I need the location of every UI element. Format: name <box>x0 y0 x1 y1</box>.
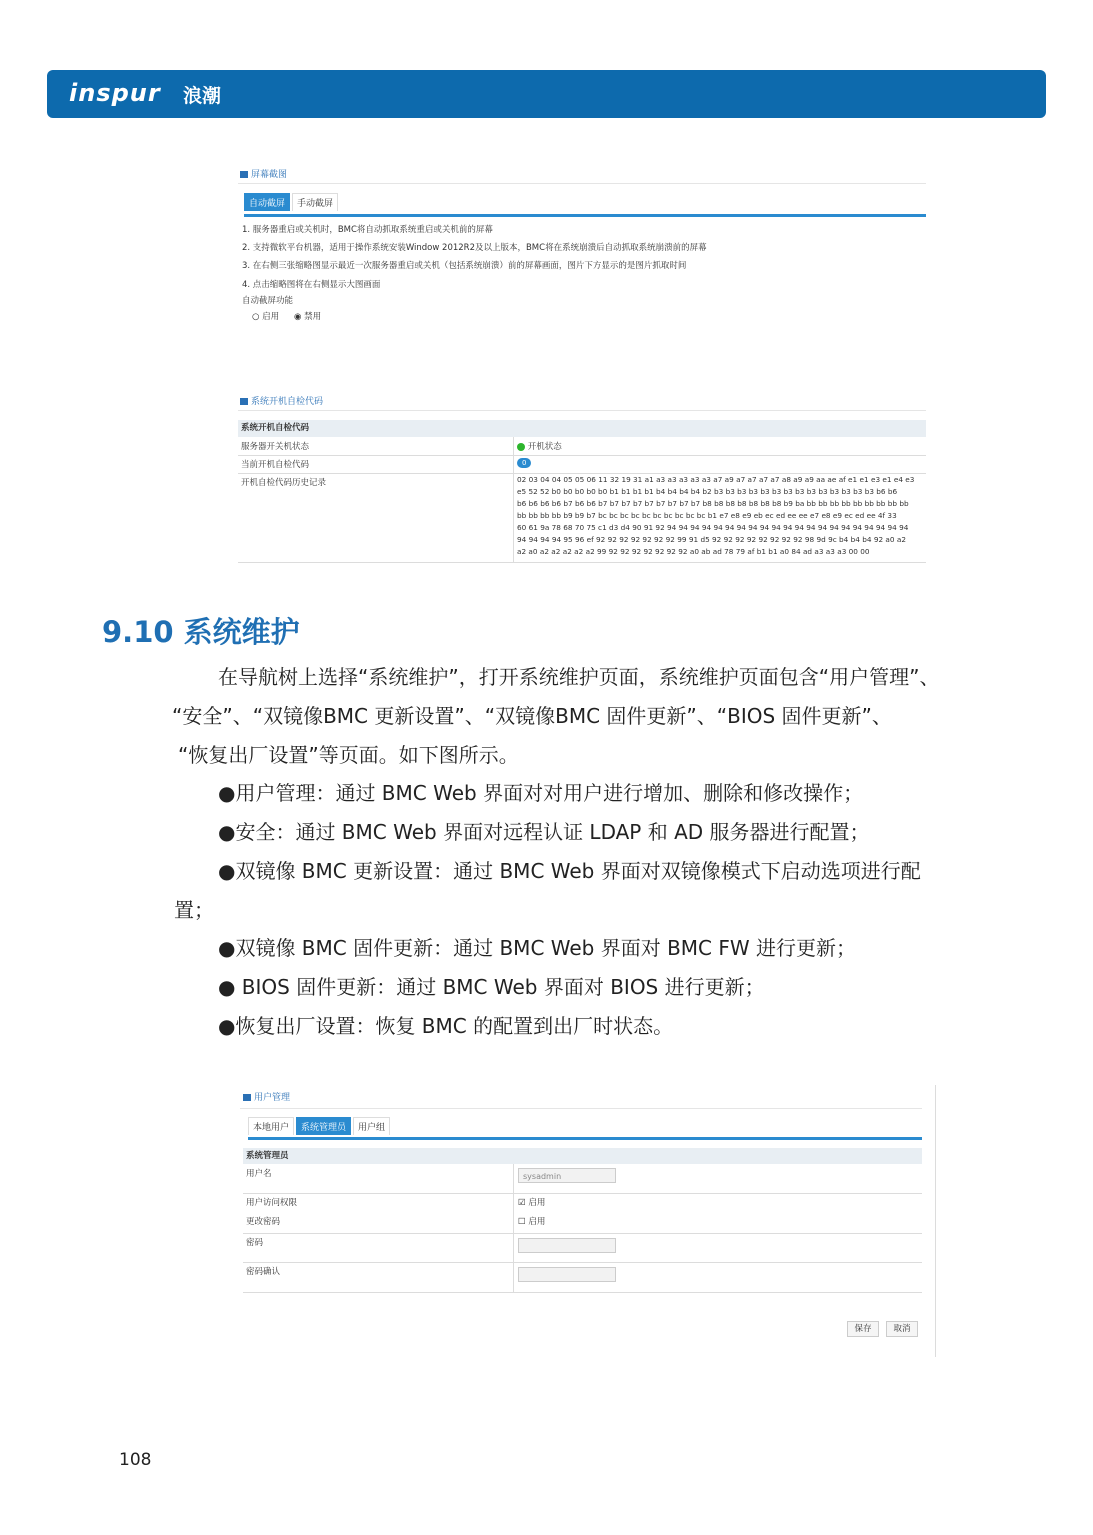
post-history-line: e5 52 52 b0 b0 b0 b0 b0 b1 b1 b1 b1 b4 b4 b4 b4 b2 b3 b3 b3 b3 b3 b3 b3 b3 b3 b3 b3 b3 b3 b3 b6 b6 <box>517 487 898 496</box>
row-label: 用户名 <box>246 1169 272 1179</box>
info-line: 2. 支持微软平台机器，适用于操作系统安装Window 2012R2及以上版本，BMC将在系统崩溃后自动抓取系统崩溃前的屏幕 <box>242 243 707 253</box>
table-row <box>243 1164 922 1194</box>
bullet-item: ●双镜像 BMC 更新设置：通过 BMC Web 界面对双镜像模式下启动选项进行配 <box>218 859 921 883</box>
user-management-panel <box>240 1085 936 1357</box>
info-line: 3. 在右侧三张缩略图显示最近一次服务器重启或关机（包括系统崩溃）前的屏幕画面，图片下方显示的是图片抓取时间 <box>242 261 687 271</box>
panel-title-text: 系统开机自检代码 <box>251 397 324 407</box>
post-code-badge: 0 <box>517 458 531 468</box>
title-marker-icon <box>240 171 248 178</box>
access-enable-checkbox[interactable]: ☑ 启用 <box>518 1198 546 1208</box>
section-heading: 9.10 系统维护 <box>102 615 300 649</box>
table-row <box>238 473 926 563</box>
radio-enable[interactable] <box>252 310 279 322</box>
panel-title-text: 用户管理 <box>254 1093 291 1103</box>
power-status <box>517 440 562 452</box>
tab-local-users[interactable]: 本地用户 <box>248 1117 294 1135</box>
post-history-line: b6 b6 b6 b6 b7 b6 b6 b7 b7 b7 b7 b7 b7 b7 b7 b7 b8 b8 b8 b8 b8 b8 b8 b9 ba bb bb bb bb bb bb bb bb bb <box>517 499 909 508</box>
post-history-line: bb bb bb bb b9 b9 b7 bc bc bc bc bc bc bc bc bc bc b1 e7 e8 e9 eb ec ed ee ee e7 e8 e9 ec ed ee 4f 33 <box>517 511 897 520</box>
header-band <box>47 70 1046 118</box>
row-label: 用户访问权限 <box>246 1198 298 1208</box>
paragraph-line: 在导航树上选择“系统维护”，打开系统维护页面，系统维护页面包含“用户管理”、 <box>218 665 940 689</box>
radio-disable[interactable] <box>294 310 321 322</box>
info-line: 4. 点击缩略图将在右侧显示大图画面 <box>242 280 381 290</box>
screenshot-panel <box>238 165 926 335</box>
bullet-item: ●安全：通过 BMC Web 界面对远程认证 LDAP 和 AD 服务器进行配置； <box>218 820 870 844</box>
page-number: 108 <box>119 1450 152 1470</box>
table-row <box>243 1262 922 1293</box>
tab-user-group[interactable]: 用户组 <box>353 1117 390 1135</box>
radio-enable-label: 启用 <box>262 312 280 322</box>
panel-title <box>243 1090 290 1103</box>
table-row <box>238 437 926 456</box>
save-button[interactable]: 保存 <box>847 1321 879 1337</box>
table-header: 系统开机自检代码 <box>238 420 926 437</box>
password-field[interactable] <box>518 1238 616 1253</box>
inspur-logo-cn: 浪潮 <box>183 85 222 107</box>
row-label: 更改密码 <box>246 1217 281 1227</box>
username-field[interactable]: sysadmin <box>518 1168 616 1183</box>
inspur-logo: inspur <box>69 79 161 107</box>
status-green-dot-icon <box>517 443 525 451</box>
row-label: 开机自检代码历史记录 <box>241 478 327 488</box>
table-row <box>243 1193 922 1234</box>
info-line: 1. 服务器重启或关机时，BMC将自动抓取系统重启或关机前的屏幕 <box>242 225 493 235</box>
row-label: 密码确认 <box>246 1267 281 1277</box>
bullet-item: ●双镜像 BMC 固件更新：通过 BMC Web 界面对 BMC FW 进行更新； <box>218 936 857 960</box>
bullet-item: ● BIOS 固件更新：通过 BMC Web 界面对 BIOS 进行更新； <box>218 975 765 999</box>
title-marker-icon <box>240 398 248 405</box>
row-label: 当前开机自检代码 <box>241 460 310 470</box>
post-history-line: 02 03 04 04 05 05 06 11 32 19 31 a1 a3 a3 a3 a3 a3 a7 a9 a7 a7 a7 a7 a8 a9 a9 aa ae af e1 e1 e3 e1 e4 e3 <box>517 475 915 484</box>
radio-checked-icon: ◉ <box>294 312 302 322</box>
panel-title <box>240 167 287 180</box>
post-history-line: a2 a0 a2 a2 a2 a2 a2 99 92 92 92 92 92 92 92 a0 ab ad 78 79 af b1 b1 a0 84 ad a3 a3 a3 00 00 <box>517 547 870 556</box>
panel-title <box>240 394 323 407</box>
tab-auto-capture[interactable]: 自动截屏 <box>244 193 290 211</box>
radio-disable-label: 禁用 <box>304 312 322 322</box>
panel-title-text: 屏幕截图 <box>251 170 288 180</box>
tab-bar <box>248 1117 922 1140</box>
row-label: 服务器开关机状态 <box>241 442 310 452</box>
row-label: 密码 <box>246 1238 264 1248</box>
power-status-text: 开机状态 <box>527 442 562 452</box>
title-marker-icon <box>243 1094 251 1101</box>
post-history-line: 60 61 9a 78 68 70 75 c1 d3 d4 90 91 92 94 94 94 94 94 94 94 94 94 94 94 94 94 94 94 94 94 94 94 94 94 <box>517 523 909 532</box>
table-row <box>243 1233 922 1263</box>
post-code-panel <box>238 392 926 564</box>
post-history-line: 94 94 94 94 95 96 ef 92 92 92 92 92 92 92 99 91 d5 92 92 92 92 92 92 92 92 98 9d 9c b4 b4 b4 92 a0 a2 <box>517 535 906 544</box>
password-confirm-field[interactable] <box>518 1267 616 1282</box>
table-header: 系统管理员 <box>243 1148 922 1164</box>
cancel-button[interactable]: 取消 <box>886 1321 918 1337</box>
bullet-item: ●恢复出厂设置：恢复 BMC 的配置到出厂时状态。 <box>218 1014 674 1038</box>
tab-bar <box>244 193 926 217</box>
table-row <box>238 455 926 474</box>
bullet-item-continued: 置； <box>174 898 214 922</box>
auto-capture-label: 自动截屏功能 <box>242 296 294 306</box>
change-password-checkbox[interactable]: ☐ 启用 <box>518 1217 546 1227</box>
bullet-item: ●用户管理：通过 BMC Web 界面对对用户进行增加、删除和修改操作； <box>218 781 864 805</box>
radio-unchecked-icon: ○ <box>252 312 260 322</box>
tab-system-admin[interactable]: 系统管理员 <box>296 1117 351 1135</box>
paragraph-line: “安全”、“双镜像BMC 更新设置”、“双镜像BMC 固件更新”、“BIOS 固件更新”、 <box>172 704 892 728</box>
tab-manual-capture[interactable]: 手动截屏 <box>292 193 338 211</box>
paragraph-line: “恢复出厂设置”等页面。如下图所示。 <box>178 743 519 767</box>
